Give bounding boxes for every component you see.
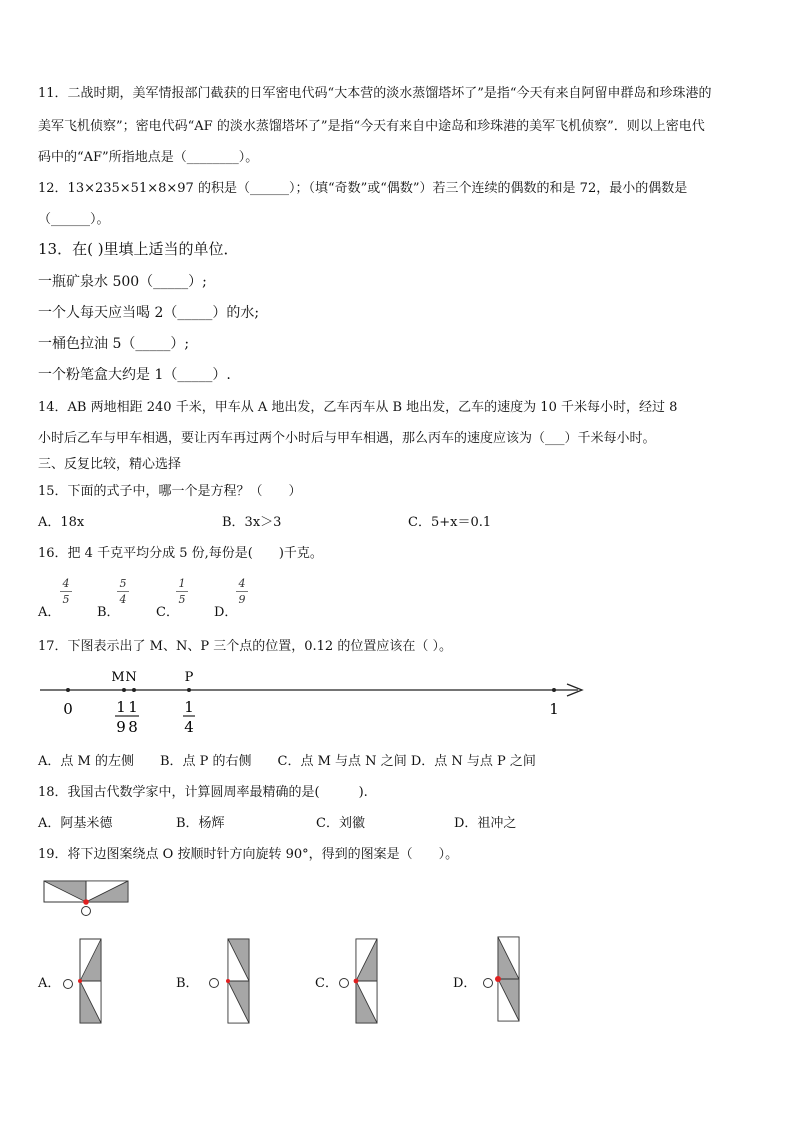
fraction-m-numerator: 1 (116, 698, 126, 716)
q16-fraction-b-numerator: 5 (119, 577, 127, 590)
number-line-figure (30, 664, 600, 744)
q11-line3: 码中的“AF”所指地点是（________）。 (38, 150, 259, 165)
q13-item-4: 一个粉笔盒大约是 1（_____）. (38, 367, 231, 383)
q16-fraction-c-numerator: 1 (178, 577, 186, 590)
q16-fraction-b-denominator: 4 (119, 593, 127, 606)
q17-options: A．点 M 的左侧 B．点 P 的右侧 C．点 M 与点 N 之间 D．点 N 与点 P 之间 (38, 754, 536, 769)
q17-question: 17．下图表示出了 M、N、P 三个点的位置，0.12 的位置应该在（ ）。 (38, 639, 452, 654)
q18-question: 18．我国古代数学家中，计算圆周率最精确的是( ). (38, 785, 368, 800)
point-p (187, 688, 191, 692)
q16-fraction-d-numerator: 4 (238, 577, 246, 590)
fraction-p-numerator: 1 (184, 698, 194, 716)
q16-label-b: B． (97, 605, 120, 620)
q16-question: 16．把 4 千克平均分成 5 份,每份是( )千克。 (38, 546, 323, 561)
q19-label-b: B． (176, 976, 199, 991)
q15-question: 15．下面的式子中，哪一个是方程？（ ） (38, 484, 302, 499)
q16-label-a: A． (38, 605, 61, 620)
q16-label-d: D． (214, 605, 238, 620)
q16-fraction-a (60, 577, 72, 606)
q16-fraction-a-numerator: 4 (62, 577, 70, 590)
q12-line2: （______）。 (38, 212, 110, 227)
q13-item-2: 一个人每天应当喝 2（_____）的水; (38, 305, 260, 321)
q16-label-c: C． (156, 605, 179, 620)
fraction-m-denominator: 9 (116, 718, 126, 736)
q16-fraction-d-denominator: 9 (238, 593, 246, 606)
q11-line1: 11．二战时期，美军情报部门截获的日军密电代码“大本营的淡水蒸馏塔坏了”是指“今天有来自阿留申群岛和珍珠港的 (38, 86, 712, 101)
tick-label-one: 1 (549, 700, 559, 718)
q13-title: 13．在( )里填上适当的单位． (38, 240, 239, 258)
q16-fraction-a-denominator: 5 (62, 593, 70, 606)
point-m (122, 688, 126, 692)
q19-label-c: C． (315, 976, 338, 991)
q18-option-b: B．杨辉 (176, 816, 225, 831)
label-o-circle-icon (82, 907, 91, 916)
q19-option-a-figure (58, 936, 108, 1026)
q18-option-c: C．刘徽 (316, 816, 365, 831)
q18-option-a: A．阿基米德 (38, 816, 113, 831)
q16-fraction-b (117, 577, 129, 606)
q16-fraction-c-denominator: 5 (178, 593, 186, 606)
q14-line1: 14．AB 两地相距 240 千米，甲车从 A 地出发，乙车丙车从 B 地出发，乙车的速度为 10 千米每小时，经过 8 (38, 400, 678, 415)
q16-fraction-c (176, 577, 188, 606)
label-m: M (111, 670, 125, 685)
point-n (132, 688, 136, 692)
center-point-icon (83, 899, 89, 905)
q19-option-c-figure (334, 936, 384, 1026)
section-heading: 三、反复比较，精心选择 (38, 457, 182, 472)
q19-label-d: D． (453, 976, 477, 991)
point-one (552, 688, 556, 692)
q18-option-d: D．祖冲之 (454, 816, 517, 831)
rotation-source-figure (40, 878, 132, 920)
label-p: P (184, 670, 194, 685)
q12-line1: 12．13×235×51×8×97 的积是（______）；（填“奇数”或“偶数”）若三个连续的偶数的和是 72，最小的偶数是 (38, 181, 688, 196)
point-zero (66, 688, 70, 692)
q16-fraction-d (236, 577, 248, 606)
q11-line2: 美军飞机侦察”；密电代码“AF 的淡水蒸馏塔坏了”是指“今天有来自中途岛和珍珠港的美军飞机侦察”．则以上密电代 (38, 119, 705, 134)
q19-option-b-figure (205, 936, 255, 1026)
fraction-n-numerator: 1 (128, 698, 138, 716)
q19-question: 19．将下边图案绕点 O 按顺时针方向旋转 90°，得到的图案是（ ）。 (38, 847, 459, 862)
fraction-p-denominator: 4 (184, 718, 194, 736)
q15-option-c: C．5+x＝0.1 (408, 515, 492, 530)
q13-item-1: 一瓶矿泉水 500（_____）; (38, 274, 207, 290)
q15-option-b: B．3x＞3 (222, 515, 282, 530)
fraction-n-denominator: 8 (128, 718, 138, 736)
tick-label-zero: 0 (63, 700, 73, 718)
label-n: N (125, 670, 137, 685)
q14-line2: 小时后乙车与甲车相遇，要让丙车再过两个小时后与甲车相遇，那么丙车的速度应该为（___）千米每小时。 (38, 431, 656, 446)
q19-option-d-figure (478, 934, 528, 1024)
q19-label-a: A． (38, 976, 61, 991)
q15-option-a: A．18x (38, 515, 85, 530)
q13-item-3: 一桶色拉油 5（_____）; (38, 336, 190, 352)
